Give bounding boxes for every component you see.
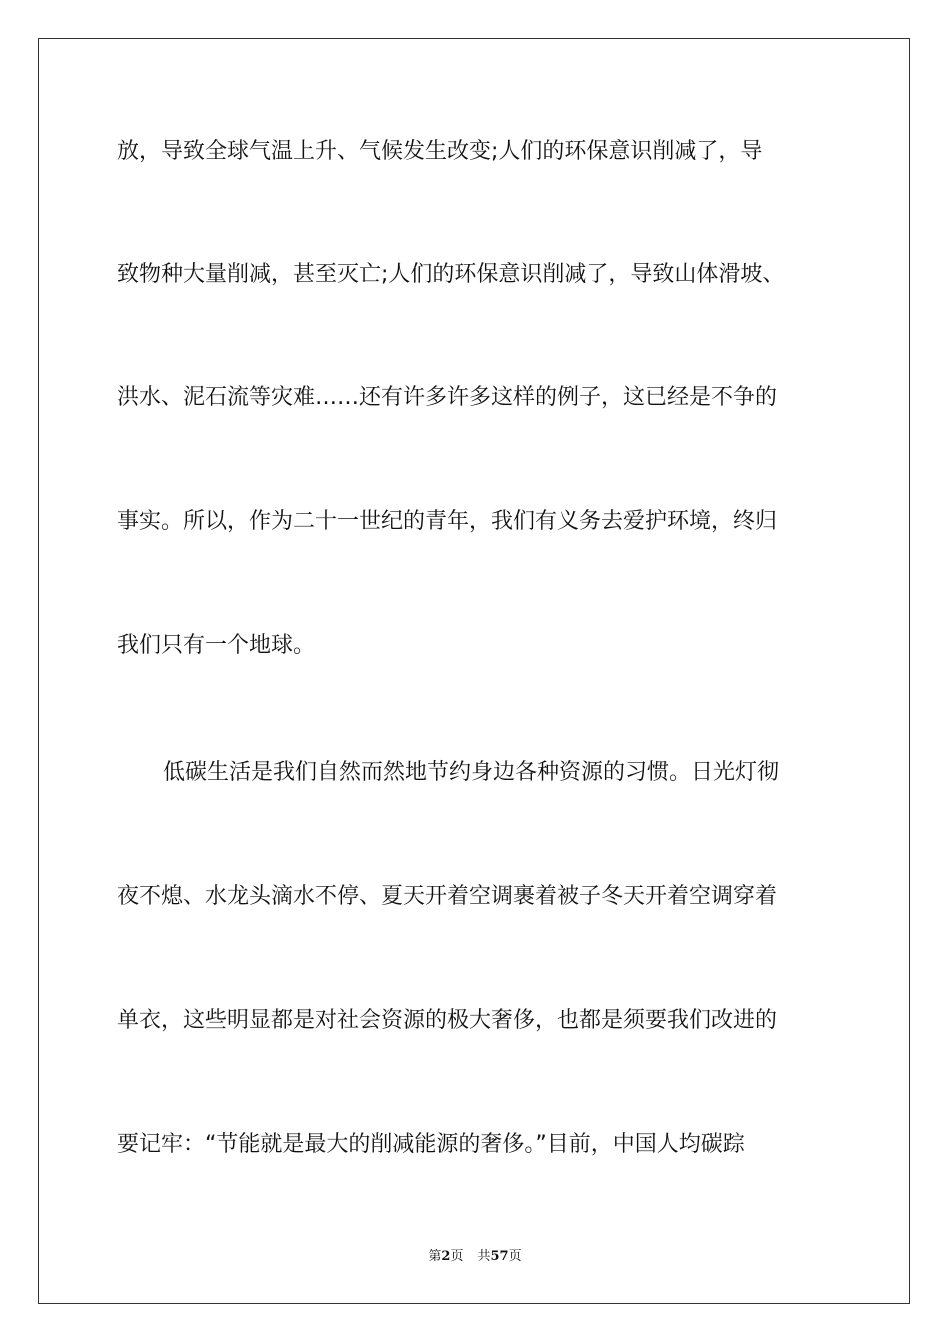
total-pages-label: 共57页 (477, 1249, 522, 1264)
page-number-label: 第2页 (428, 1249, 464, 1264)
paragraph-first-line: 低碳生活是我们自然而然地节约身边各种资源的习惯。日光灯彻 (163, 760, 780, 785)
page-frame (38, 38, 910, 1304)
body-text-line: 放，导致全球气温上升、气候发生改变;人们的环保意识削减了，导 (117, 139, 763, 164)
page-footer (0, 1248, 950, 1266)
body-text-line: 单衣，这些明显都是对社会资源的极大奢侈，也都是须要我们改进的 (117, 1008, 778, 1033)
body-text-line: 事实。所以，作为二十一世纪的青年，我们有义务去爱护环境，终归 (117, 509, 778, 534)
body-text-line: 致物种大量削减，甚至灭亡;人们的环保意识削减了，导致山体滑坡、 (117, 262, 785, 287)
body-text-line: 洪水、泥石流等灾难……还有许多许多这样的例子，这已经是不争的 (117, 385, 778, 410)
body-text-line: 我们只有一个地球。 (117, 633, 316, 658)
body-text-line: 夜不熄、水龙头滴水不停、夏天开着空调裹着被子冬天开着空调穿着 (117, 884, 778, 909)
body-text-line: 要记牢：“节能就是最大的削减能源的奢侈。”目前，中国人均碳踪 (117, 1132, 745, 1157)
